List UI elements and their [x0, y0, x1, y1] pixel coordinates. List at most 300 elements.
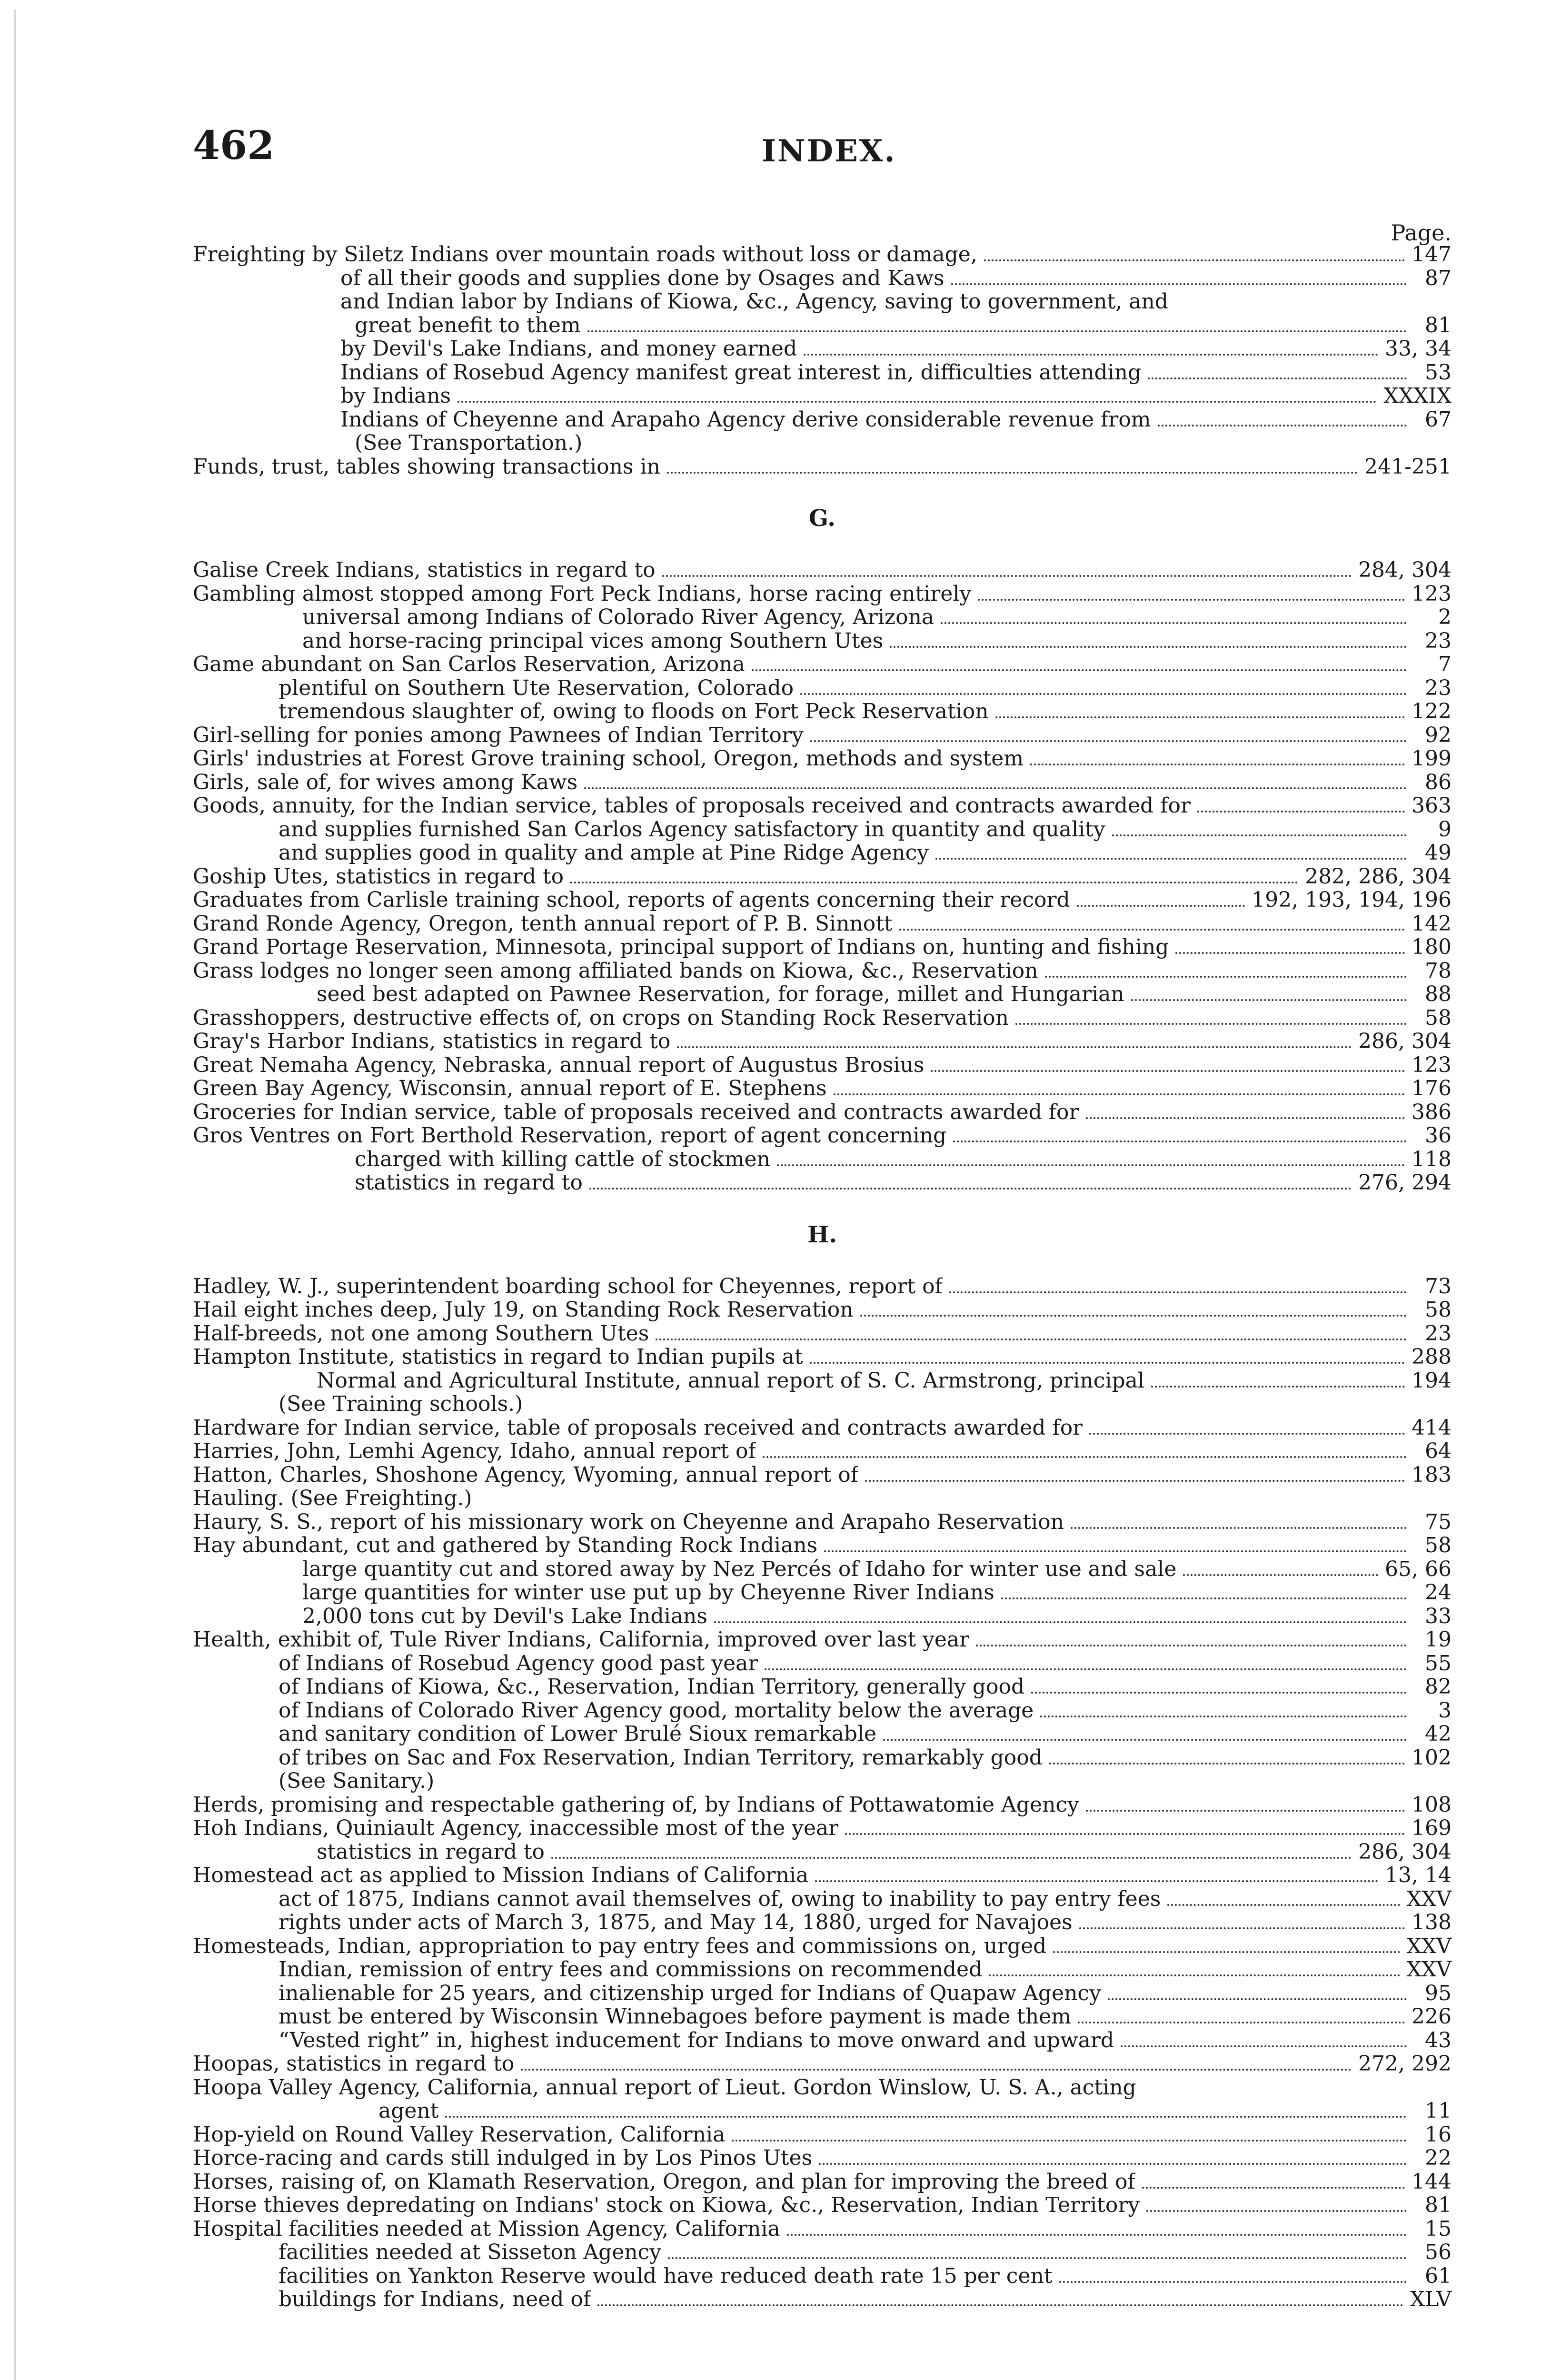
- entry-page-ref: 64: [1425, 1439, 1452, 1463]
- entry-page-ref: 2: [1438, 605, 1452, 629]
- dot-leader: [570, 882, 1298, 883]
- index-entry: [193, 700, 1452, 724]
- dot-leader: [763, 1456, 1407, 1458]
- dot-leader: [584, 787, 1407, 789]
- dot-leader: [1053, 1951, 1400, 1953]
- dot-leader: [1121, 2045, 1407, 2047]
- entry-page-ref: 144: [1412, 2169, 1452, 2194]
- entry-page-ref: XLV: [1410, 2287, 1452, 2311]
- dot-leader: [953, 1140, 1407, 1142]
- dot-leader: [1079, 1927, 1405, 1929]
- index-entry: [193, 841, 1452, 865]
- index-entry: [193, 558, 1452, 582]
- entry-page-ref: 11: [1425, 2099, 1452, 2123]
- index-entry: [193, 794, 1452, 818]
- index-entry: [193, 314, 1452, 337]
- dot-leader: [656, 1339, 1407, 1340]
- index-entry: [193, 1077, 1452, 1101]
- entry-text: Homesteads, Indian, appropriation to pay entry fees and commissions on, urged: [193, 1934, 1047, 1958]
- dot-leader: [883, 1739, 1407, 1741]
- page-column-label: Page.: [1391, 220, 1452, 246]
- index-entry: [193, 605, 1452, 629]
- entry-page-ref: 147: [1412, 242, 1452, 267]
- entry-text: and Indian labor by Indians of Kiowa, &c., Agency, saving to government, and: [340, 290, 1168, 314]
- entry-page-ref: 3: [1438, 1698, 1452, 1723]
- dot-leader: [824, 1550, 1407, 1552]
- entry-text: Hauling. (See Freighting.): [193, 1487, 472, 1510]
- index-entry: [193, 935, 1452, 959]
- index-entry: [193, 1699, 1452, 1723]
- dot-leader: [1167, 1904, 1400, 1906]
- dot-leader: [1049, 1763, 1405, 1765]
- entry-page-ref: 286, 304: [1358, 1029, 1452, 1053]
- entry-text: Gray's Harbor Indians, statistics in regard to: [193, 1030, 671, 1053]
- entry-text: Horce-racing and cards still indulged in by Los Pinos Utes: [193, 2146, 813, 2170]
- index-entry: [193, 1101, 1452, 1124]
- index-entry: [193, 1053, 1452, 1077]
- entry-text: Hadley, W. J., superintendent boarding school for Cheyennes, report of: [193, 1274, 943, 1298]
- index-entry: [193, 1463, 1452, 1487]
- index-entry: [193, 361, 1452, 385]
- index-entry: [193, 2146, 1452, 2170]
- entry-text: Girls' industries at Forest Grove training school, Oregon, methods and system: [193, 747, 1024, 771]
- index-entry: [193, 2123, 1452, 2147]
- entry-page-ref: 122: [1412, 699, 1452, 724]
- dot-leader: [815, 1880, 1378, 1882]
- index-entry: [193, 1911, 1452, 1934]
- entry-page-ref: 272, 292: [1358, 2052, 1452, 2076]
- entry-page-ref: 199: [1412, 746, 1452, 771]
- entry-text: Hail eight inches deep, July 19, on Standing Rock Reservation: [193, 1298, 854, 1322]
- entry-text: Great Nemaha Agency, Nebraska, annual report of Augustus Brosius: [193, 1053, 925, 1077]
- entry-text: large quantity cut and stored away by Nez Percés of Idaho for winter use and sale: [302, 1557, 1177, 1581]
- entry-text: Funds, trust, tables showing transactions in: [193, 455, 660, 478]
- index-entry: [193, 1840, 1452, 1864]
- entry-text: of Indians of Rosebud Agency good past year: [278, 1651, 758, 1675]
- entry-page-ref: 61: [1425, 2263, 1452, 2288]
- index-entry: [193, 1124, 1452, 1148]
- entry-text: Grand Portage Reservation, Minnesota, principal support of Indians on, hunting and fishing: [193, 935, 1169, 959]
- entry-page-ref: 22: [1425, 2146, 1452, 2170]
- index-entry: [193, 2029, 1452, 2053]
- entry-page-ref: 33: [1425, 1604, 1452, 1628]
- index-entry: [193, 1769, 1452, 1793]
- dot-leader: [1086, 1117, 1405, 1119]
- entry-text: agent: [378, 2099, 439, 2123]
- entry-page-ref: 123: [1412, 581, 1452, 606]
- index-entry: [193, 2241, 1452, 2264]
- entry-page-ref: 192, 193, 194, 196: [1252, 888, 1452, 912]
- dot-leader: [819, 2163, 1407, 2165]
- index-entry: [193, 818, 1452, 842]
- entry-page-ref: 138: [1412, 1910, 1452, 1934]
- entry-text: Harries, John, Lemhi Agency, Idaho, annual report of: [193, 1439, 756, 1463]
- entry-text: Grasshoppers, destructive effects of, on crops on Standing Rock Reservation: [193, 1006, 1009, 1030]
- entry-page-ref: 82: [1425, 1675, 1452, 1699]
- entry-text: (See Training schools.): [278, 1392, 523, 1416]
- index-entry: [193, 865, 1452, 889]
- entry-page-ref: 386: [1412, 1100, 1452, 1124]
- entry-text: and supplies good in quality and ample at Pine Ridge Agency: [278, 841, 929, 865]
- entry-page-ref: 88: [1425, 982, 1452, 1006]
- entry-page-ref: 180: [1412, 935, 1452, 959]
- index-entry: [193, 1392, 1452, 1416]
- entry-text: of Indians of Colorado River Agency good, mortality below the average: [278, 1698, 1034, 1722]
- index-entry: [193, 455, 1452, 479]
- entry-page-ref: 7: [1438, 652, 1452, 676]
- dot-leader: [677, 1046, 1352, 1048]
- entry-page-ref: 36: [1425, 1123, 1452, 1148]
- entry-text: Hop-yield on Round Valley Reservation, California: [193, 2122, 726, 2146]
- dot-leader: [935, 858, 1407, 860]
- index-entry: [193, 1628, 1452, 1652]
- entry-text: universal among Indians of Colorado River Agency, Arizona: [302, 605, 935, 629]
- dot-leader: [1030, 764, 1405, 765]
- dot-leader: [1175, 952, 1405, 954]
- entry-page-ref: XXXIX: [1383, 384, 1452, 408]
- entry-text: facilities needed at Sisseton Agency: [278, 2241, 662, 2264]
- entry-text: rights under acts of March 3, 1875, and May 14, 1880, urged for Navajoes: [278, 1911, 1073, 1934]
- entry-page-ref: 75: [1425, 1509, 1452, 1534]
- entry-page-ref: 53: [1425, 360, 1452, 385]
- index-entry: [193, 337, 1452, 361]
- index-entry: [193, 676, 1452, 700]
- dot-leader: [800, 693, 1407, 695]
- entry-text: and sanitary condition of Lower Brulé Sioux remarkable: [278, 1722, 877, 1746]
- dot-leader: [1151, 1386, 1405, 1388]
- index-entry: [193, 2217, 1452, 2241]
- dot-leader: [1059, 2281, 1407, 2283]
- entry-text: plentiful on Southern Ute Reservation, Colorado: [278, 676, 794, 700]
- entry-text: must be entered by Wisconsin Winnebagoes before payment is made them: [278, 2005, 1071, 2029]
- dot-leader: [810, 740, 1407, 742]
- dot-leader: [787, 2234, 1407, 2236]
- index-entry: [193, 1934, 1452, 1958]
- index-entry: [193, 384, 1452, 408]
- entry-page-ref: 67: [1425, 407, 1452, 432]
- dot-leader: [949, 1291, 1407, 1293]
- index-entry: [193, 1816, 1452, 1840]
- dot-leader: [810, 1362, 1405, 1364]
- running-head: INDEX.: [762, 133, 896, 169]
- index-entry: [193, 1298, 1452, 1322]
- dot-leader: [445, 2116, 1407, 2118]
- index-entry: [193, 1275, 1452, 1299]
- entry-text: Hatton, Charles, Shoshone Agency, Wyoming, annual report of: [193, 1463, 859, 1487]
- dot-leader: [1077, 905, 1245, 907]
- dot-leader: [951, 283, 1407, 285]
- index-entry: [193, 2005, 1452, 2029]
- dot-leader: [1142, 2187, 1405, 2189]
- section-heading: G.: [809, 505, 835, 532]
- dot-leader: [890, 646, 1407, 648]
- dot-leader: [1015, 1023, 1407, 1025]
- entry-page-ref: 65, 66: [1385, 1557, 1452, 1581]
- entry-text: Girl-selling for ponies among Pawnees of Indian Territory: [193, 723, 804, 747]
- entry-text: Herds, promising and respectable gathering of, by Indians of Pottawatomie Agency: [193, 1793, 1079, 1816]
- index-entry: [193, 243, 1452, 267]
- dot-leader: [777, 1164, 1405, 1166]
- dot-leader: [732, 2140, 1407, 2142]
- index-entry: [193, 2076, 1452, 2100]
- index-entry: [193, 2170, 1452, 2194]
- entry-text: Grand Ronde Agency, Oregon, tenth annual report of P. B. Sinnott: [193, 912, 893, 935]
- dot-leader: [1183, 1574, 1378, 1576]
- entry-text: Green Bay Agency, Wisconsin, annual report of E. Stephens: [193, 1077, 827, 1101]
- entry-page-ref: 92: [1425, 723, 1452, 747]
- entry-text: Gros Ventres on Fort Berthold Reservation, report of agent concerning: [193, 1124, 947, 1148]
- entry-text: Goship Utes, statistics in regard to: [193, 864, 564, 888]
- dot-leader: [1197, 811, 1405, 813]
- dot-leader: [667, 472, 1358, 474]
- dot-leader: [521, 2069, 1352, 2071]
- index-entry: [193, 2193, 1452, 2217]
- entry-page-ref: 169: [1412, 1816, 1452, 1840]
- entry-page-ref: 276, 294: [1358, 1170, 1452, 1195]
- index-entry: [193, 912, 1452, 936]
- dot-leader: [1146, 2210, 1407, 2212]
- entry-text: (See Transportation.): [355, 431, 583, 455]
- entry-page-ref: 142: [1412, 911, 1452, 936]
- entry-page-ref: 282, 286, 304: [1305, 864, 1452, 889]
- entry-text: Indians of Rosebud Agency manifest great interest in, difficulties attending: [340, 360, 1142, 384]
- entry-page-ref: 56: [1425, 2240, 1452, 2264]
- dot-leader: [668, 2257, 1407, 2259]
- entry-text: act of 1875, Indians cannot avail themselves of, owing to inability to pay entry fees: [278, 1887, 1161, 1911]
- entry-text: Gambling almost stopped among Fort Peck Indians, horse racing entirely: [193, 582, 972, 605]
- entry-page-ref: 78: [1425, 958, 1452, 983]
- entry-text: Normal and Agricultural Institute, annual report of S. C. Armstrong, principal: [317, 1368, 1144, 1392]
- index-entry: [193, 771, 1452, 794]
- entry-page-ref: 176: [1412, 1076, 1452, 1101]
- entry-text: seed best adapted on Pawnee Reservation, for forage, millet and Hungarian: [317, 982, 1124, 1006]
- index-entry: [193, 959, 1452, 983]
- entry-text: statistics in regard to: [317, 1840, 545, 1864]
- entry-page-ref: 58: [1425, 1298, 1452, 1322]
- entry-text: by Devil's Lake Indians, and money earned: [340, 337, 797, 361]
- index-entry: [193, 1722, 1452, 1746]
- index-entry: [193, 1652, 1452, 1676]
- entry-text: “Vested right” in, highest inducement for Indians to move onward and upward: [278, 2028, 1114, 2052]
- index-entry: [193, 1793, 1452, 1817]
- index-entry: [193, 1887, 1452, 1911]
- entry-page-ref: XXV: [1406, 1934, 1452, 1958]
- entry-text: 2,000 tons cut by Devil's Lake Indians: [302, 1604, 707, 1628]
- entry-text: tremendous slaughter of, owing to floods on Fort Peck Reservation: [278, 700, 989, 724]
- entry-text: Health, exhibit of, Tule River Indians, California, improved over last year: [193, 1628, 970, 1652]
- entry-page-ref: 81: [1425, 2193, 1452, 2217]
- entry-page-ref: 13, 14: [1385, 1863, 1452, 1887]
- index-entry: [193, 1487, 1452, 1510]
- entry-text: large quantities for winter use put up by Cheyenne River Indians: [302, 1581, 994, 1605]
- entry-page-ref: 123: [1412, 1052, 1452, 1077]
- index-entry: [193, 1030, 1452, 1053]
- entry-page-ref: 241-251: [1364, 454, 1452, 479]
- index-entry: [193, 982, 1452, 1006]
- index-entries: [193, 243, 1452, 2311]
- dot-leader: [931, 1070, 1405, 1072]
- page-number: 462: [193, 123, 275, 169]
- entry-text: Horses, raising of, on Klamath Reservation, Oregon, and plan for improving the breed of: [193, 2170, 1135, 2193]
- entry-page-ref: 33, 34: [1385, 337, 1452, 361]
- entry-text: of Indians of Kiowa, &c., Reservation, Indian Territory, generally good: [278, 1675, 1025, 1699]
- index-entry: [193, 290, 1452, 314]
- entry-page-ref: 194: [1412, 1368, 1452, 1393]
- index-entry: [193, 408, 1452, 432]
- dot-leader: [587, 330, 1407, 332]
- entry-text: buildings for Indians, need of: [278, 2288, 591, 2311]
- index-entry: [193, 1369, 1452, 1393]
- dot-leader: [1045, 976, 1407, 978]
- entry-page-ref: 118: [1412, 1147, 1452, 1171]
- entry-page-ref: 19: [1425, 1627, 1452, 1652]
- entry-text: Homestead act as applied to Mission Indians of California: [193, 1864, 809, 1887]
- entry-text: Freighting by Siletz Indians over mountain roads without loss or damage,: [193, 243, 977, 267]
- entry-page-ref: 49: [1425, 841, 1452, 865]
- index-entry: [193, 2052, 1452, 2076]
- entry-page-ref: 58: [1425, 1005, 1452, 1030]
- dot-leader: [995, 716, 1405, 718]
- entry-page-ref: 108: [1412, 1792, 1452, 1817]
- entry-page-ref: 15: [1425, 2216, 1452, 2241]
- dot-leader: [1086, 1810, 1405, 1812]
- entry-text: (See Sanitary.): [278, 1769, 435, 1793]
- entry-page-ref: 9: [1438, 817, 1452, 842]
- entry-page-ref: 73: [1425, 1274, 1452, 1299]
- entry-text: Hospital facilities needed at Mission Agency, California: [193, 2217, 780, 2241]
- dot-leader: [662, 575, 1352, 577]
- entry-text: Haury, S. S., report of his missionary work on Cheyenne and Arapaho Reservation: [193, 1510, 1064, 1534]
- entry-text: Hampton Institute, statistics in regard to Indian pupils at: [193, 1345, 803, 1369]
- entry-page-ref: 226: [1412, 2004, 1452, 2029]
- entry-text: and horse-racing principal vices among Southern Utes: [302, 629, 884, 653]
- entry-page-ref: 81: [1425, 313, 1452, 337]
- entry-page-ref: 363: [1412, 793, 1452, 818]
- entry-page-ref: 23: [1425, 1321, 1452, 1346]
- entry-text: Hay abundant, cut and gathered by Standing Rock Indians: [193, 1534, 818, 1557]
- entry-text: Hoopa Valley Agency, California, annual report of Lieut. Gordon Winslow, U. S. A., acting: [193, 2075, 1136, 2099]
- dot-leader: [1071, 1527, 1407, 1529]
- dot-leader: [845, 1833, 1405, 1835]
- entry-text: Horse thieves depredating on Indians' stock on Kiowa, &c., Reservation, Indian Territory: [193, 2193, 1140, 2217]
- index-entry: [193, 2264, 1452, 2288]
- index-entry: [193, 1148, 1452, 1171]
- index-entry: [193, 1534, 1452, 1557]
- entry-page-ref: XXV: [1406, 1957, 1452, 1982]
- index-entry: [193, 1605, 1452, 1628]
- entry-page-ref: 86: [1425, 770, 1452, 794]
- index-entry: [193, 1864, 1452, 1887]
- entry-page-ref: 24: [1425, 1580, 1452, 1605]
- entry-text: Hoh Indians, Quiniault Agency, inaccessible most of the year: [193, 1816, 839, 1840]
- entry-text: Hardware for Indian service, table of proposals received and contracts awarded for: [193, 1416, 1083, 1439]
- entry-text: charged with killing cattle of stockmen: [355, 1147, 771, 1171]
- entry-page-ref: 87: [1425, 266, 1452, 290]
- index-entry: [193, 1675, 1452, 1699]
- dot-leader: [714, 1621, 1407, 1623]
- dot-leader: [978, 599, 1405, 601]
- section-heading: H.: [807, 1221, 837, 1248]
- entry-text: Game abundant on San Carlos Reservation, Arizona: [193, 653, 745, 676]
- index-entry: [193, 1006, 1452, 1030]
- index-entry: [193, 431, 1452, 455]
- entry-text: of all their goods and supplies done by Osages and Kaws: [340, 266, 945, 290]
- entry-text: Hoopas, statistics in regard to: [193, 2052, 515, 2076]
- entry-page-ref: 58: [1425, 1533, 1452, 1557]
- entry-text: Graduates from Carlisle training school, reports of agents concerning their record: [193, 888, 1070, 912]
- entry-page-ref: 286, 304: [1358, 1839, 1452, 1864]
- index-entry: [193, 629, 1452, 653]
- index-entry: [193, 1510, 1452, 1534]
- entry-page-ref: 288: [1412, 1345, 1452, 1369]
- entry-text: Girls, sale of, for wives among Kaws: [193, 770, 578, 794]
- entry-page-ref: 284, 304: [1358, 558, 1452, 582]
- dot-leader: [860, 1315, 1407, 1317]
- index-entry: [193, 1746, 1452, 1770]
- entry-text: by Indians: [340, 384, 451, 408]
- dot-leader: [941, 622, 1407, 624]
- index-entry: [193, 2099, 1452, 2123]
- entry-page-ref: 42: [1425, 1722, 1452, 1746]
- dot-leader: [989, 1974, 1400, 1976]
- index-entry: [193, 2288, 1452, 2311]
- dot-leader: [589, 1188, 1352, 1190]
- dot-leader: [1158, 425, 1407, 426]
- dot-leader: [597, 2304, 1403, 2306]
- index-entry: [193, 1416, 1452, 1440]
- entry-page-ref: 23: [1425, 628, 1452, 653]
- dot-leader: [1031, 1692, 1407, 1694]
- entry-text: Indian, remission of entry fees and commissions on recommended: [278, 1958, 983, 1982]
- dot-leader: [1089, 1433, 1405, 1435]
- dot-leader: [1001, 1597, 1407, 1599]
- index-entry: [193, 1581, 1452, 1605]
- dot-leader: [976, 1645, 1407, 1646]
- index-entry: [193, 724, 1452, 747]
- entry-text: of tribes on Sac and Fox Reservation, Indian Territory, remarkably good: [278, 1745, 1043, 1769]
- dot-leader: [865, 1480, 1405, 1482]
- index-entry: [193, 1958, 1452, 1982]
- dot-leader: [1112, 834, 1407, 836]
- entry-text: Indians of Cheyenne and Arapaho Agency derive considerable revenue from: [340, 407, 1151, 431]
- index-entry: [193, 888, 1452, 912]
- dot-leader: [804, 354, 1378, 356]
- dot-leader: [1108, 1998, 1407, 2000]
- index-entry: [193, 747, 1452, 771]
- entry-text: Grass lodges no longer seen among affiliated bands on Kiowa, &c., Reservation: [193, 959, 1038, 982]
- entry-page-ref: 414: [1412, 1415, 1452, 1440]
- dot-leader: [1148, 377, 1407, 379]
- dot-leader: [899, 929, 1405, 931]
- entry-page-ref: 16: [1425, 2122, 1452, 2147]
- entry-text: facilities on Yankton Reserve would have reduced death rate 15 per cent: [278, 2264, 1053, 2288]
- entry-page-ref: 55: [1425, 1651, 1452, 1676]
- entry-text: inalienable for 25 years, and citizenship urged for Indians of Quapaw Agency: [278, 1981, 1101, 2005]
- dot-leader: [1131, 999, 1407, 1001]
- entry-page-ref: 102: [1412, 1745, 1452, 1770]
- dot-leader: [1040, 1716, 1407, 1717]
- index-entry: [193, 267, 1452, 290]
- entry-text: statistics in regard to: [355, 1171, 583, 1195]
- entry-text: great benefit to them: [355, 313, 581, 337]
- dot-leader: [765, 1668, 1407, 1670]
- index-entry: [193, 653, 1452, 676]
- dot-leader: [551, 1857, 1352, 1859]
- entry-page-ref: 183: [1412, 1462, 1452, 1487]
- entry-text: and supplies furnished San Carlos Agency satisfactory in quantity and quality: [278, 817, 1105, 841]
- entry-text: Groceries for Indian service, table of proposals received and contracts awarded for: [193, 1100, 1079, 1124]
- index-entry: [193, 582, 1452, 606]
